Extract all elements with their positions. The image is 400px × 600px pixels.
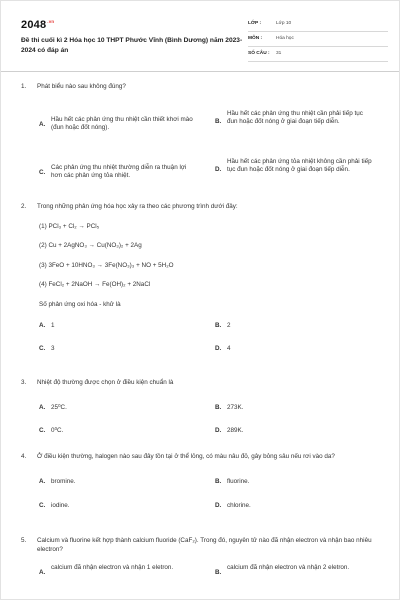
question-text: Nhiệt độ thường được chọn ở điều kiện chuẩn là <box>37 379 174 386</box>
option-a[interactable] <box>39 404 199 413</box>
option-text: Hầu hết các phản ứng thu nhiệt cần phải tiếp tục đun hoặc đốt nóng ở giai đoạn tiếp diễn. <box>227 109 363 125</box>
meta-label: LỚP : <box>248 20 262 26</box>
site-logo[interactable] <box>21 18 54 33</box>
question-3 <box>21 379 379 442</box>
option-text: Các phản ứng thu nhiệt thường diễn ra thuận lợi hơn các phản ứng tỏa nhiệt. <box>51 163 187 179</box>
option-text: 3 <box>51 345 55 352</box>
option-text: calcium đã nhận electron và nhận 2 eletron. <box>227 564 350 571</box>
option-letter: B. <box>215 569 222 576</box>
option-b[interactable] <box>215 110 375 127</box>
option-text: calcium đã nhận electron và nhận 1 eletron. <box>51 564 174 571</box>
question-text: Phát biểu nào sau không đúng? <box>37 83 126 90</box>
option-text: 4 <box>227 345 231 352</box>
option-letter: A. <box>39 120 46 128</box>
question-number: 3. <box>21 379 27 386</box>
option-d[interactable] <box>215 502 375 511</box>
question-text: Calcium và fluorine kết hợp thành calcium fluoride (CaF₂). Trong đó, nguyên tử nào đã nhận electron và nhận bao nhiêu electron? <box>37 537 372 553</box>
option-text: Hầu hết các phản ứng thu nhiệt cần thiết khơi mào (đun hoặc đốt nóng). <box>51 115 193 131</box>
option-letter: A. <box>39 322 46 329</box>
option-text: 273K. <box>227 403 244 411</box>
question-5 <box>21 537 379 584</box>
option-text: fluorine. <box>227 477 250 485</box>
option-letter: B. <box>215 322 222 329</box>
option-letter: C. <box>39 168 46 176</box>
option-c[interactable] <box>39 502 199 511</box>
option-letter: B. <box>215 477 222 485</box>
exam-meta-table <box>248 17 388 62</box>
meta-row-class <box>248 17 388 32</box>
question-number: 5. <box>21 537 27 544</box>
meta-label: SỐ CÂU : <box>248 50 270 56</box>
exam-title: Đề thi cuối kì 2 Hóa học 10 THPT Phước Vĩnh (Bình Dương) năm 2023-2024 có đáp án <box>21 37 243 54</box>
equation-2: (2) Cu + 2AgNO₃ → Cu(NO₃)₂ + 2Ag <box>39 242 142 249</box>
option-c[interactable] <box>39 427 199 436</box>
question-number: 4. <box>21 453 27 460</box>
question-number: 1. <box>21 83 27 90</box>
option-letter: A. <box>39 477 46 485</box>
option-b[interactable] <box>215 478 375 487</box>
option-text: 2 <box>227 322 231 329</box>
meta-row-subject <box>248 32 388 47</box>
option-text: bromine. <box>51 477 76 485</box>
option-b[interactable] <box>215 404 375 413</box>
header-divider <box>1 71 399 72</box>
option-text: 0⁰C. <box>51 426 64 434</box>
option-text: Hầu hết các phản ứng tỏa nhiệt không cần phải tiếp tục đun hoặc đốt nóng ở giai đoạn tiếp diễn. <box>227 157 372 173</box>
option-letter: C. <box>39 426 46 434</box>
option-text: chlorine. <box>227 501 251 509</box>
option-letter: D. <box>215 165 222 173</box>
meta-value: Hóa học <box>276 35 294 41</box>
option-letter: C. <box>39 345 46 352</box>
option-letter: D. <box>215 426 222 434</box>
question-text: Trong những phản ứng hóa học xảy ra theo các phương trình dưới đây: <box>37 203 238 210</box>
option-letter: D. <box>215 345 222 352</box>
meta-value: 31 <box>276 50 282 56</box>
option-letter: C. <box>39 501 46 509</box>
option-a[interactable] <box>39 564 199 578</box>
option-a[interactable] <box>39 116 199 133</box>
question-2 <box>21 203 379 359</box>
option-text: iodine. <box>51 501 70 509</box>
option-a[interactable] <box>39 478 199 487</box>
option-c[interactable] <box>39 164 199 181</box>
option-text: 289K. <box>227 426 244 434</box>
page-header <box>21 15 379 67</box>
question-number: 2. <box>21 203 27 210</box>
option-letter: A. <box>39 569 46 576</box>
question-subtext: Số phản ứng oxi hóa - khử là <box>39 300 121 308</box>
option-letter: D. <box>215 501 222 509</box>
meta-row-count <box>248 47 388 62</box>
question-text: Ở điều kiện thường, halogen nào sau đây tồn tại ở thể lỏng, có màu nâu đỏ, gây bỏng sâu nếu rơi vào da? <box>37 453 335 460</box>
option-letter: A. <box>39 403 46 411</box>
option-letter: B. <box>215 117 222 125</box>
option-d[interactable] <box>215 158 375 175</box>
logo-text: 2048 <box>21 19 47 31</box>
option-c[interactable] <box>39 345 199 354</box>
option-text: 25⁰C. <box>51 403 67 411</box>
meta-label: MÔN : <box>248 35 263 41</box>
equation-1: (1) PCl₃ + Cl₂ → PCl₅ <box>39 222 100 230</box>
option-b[interactable] <box>215 564 375 578</box>
question-1 <box>21 83 379 184</box>
equation-4: (4) FeCl₂ + 2NaOH → Fe(OH)₂ + 2NaCl <box>39 281 151 288</box>
meta-value: Lớp 10 <box>276 20 292 26</box>
option-d[interactable] <box>215 345 375 354</box>
option-a[interactable] <box>39 322 199 331</box>
option-text: 1 <box>51 322 55 329</box>
option-letter: B. <box>215 403 222 411</box>
option-d[interactable] <box>215 427 375 436</box>
equation-3: (3) 3FeO + 10HNO₃ → 3Fe(NO₃)₃ + NO + 5H₂O <box>39 261 174 269</box>
question-4 <box>21 453 379 522</box>
logo-suffix: .vn <box>47 19 55 25</box>
option-b[interactable] <box>215 322 375 331</box>
